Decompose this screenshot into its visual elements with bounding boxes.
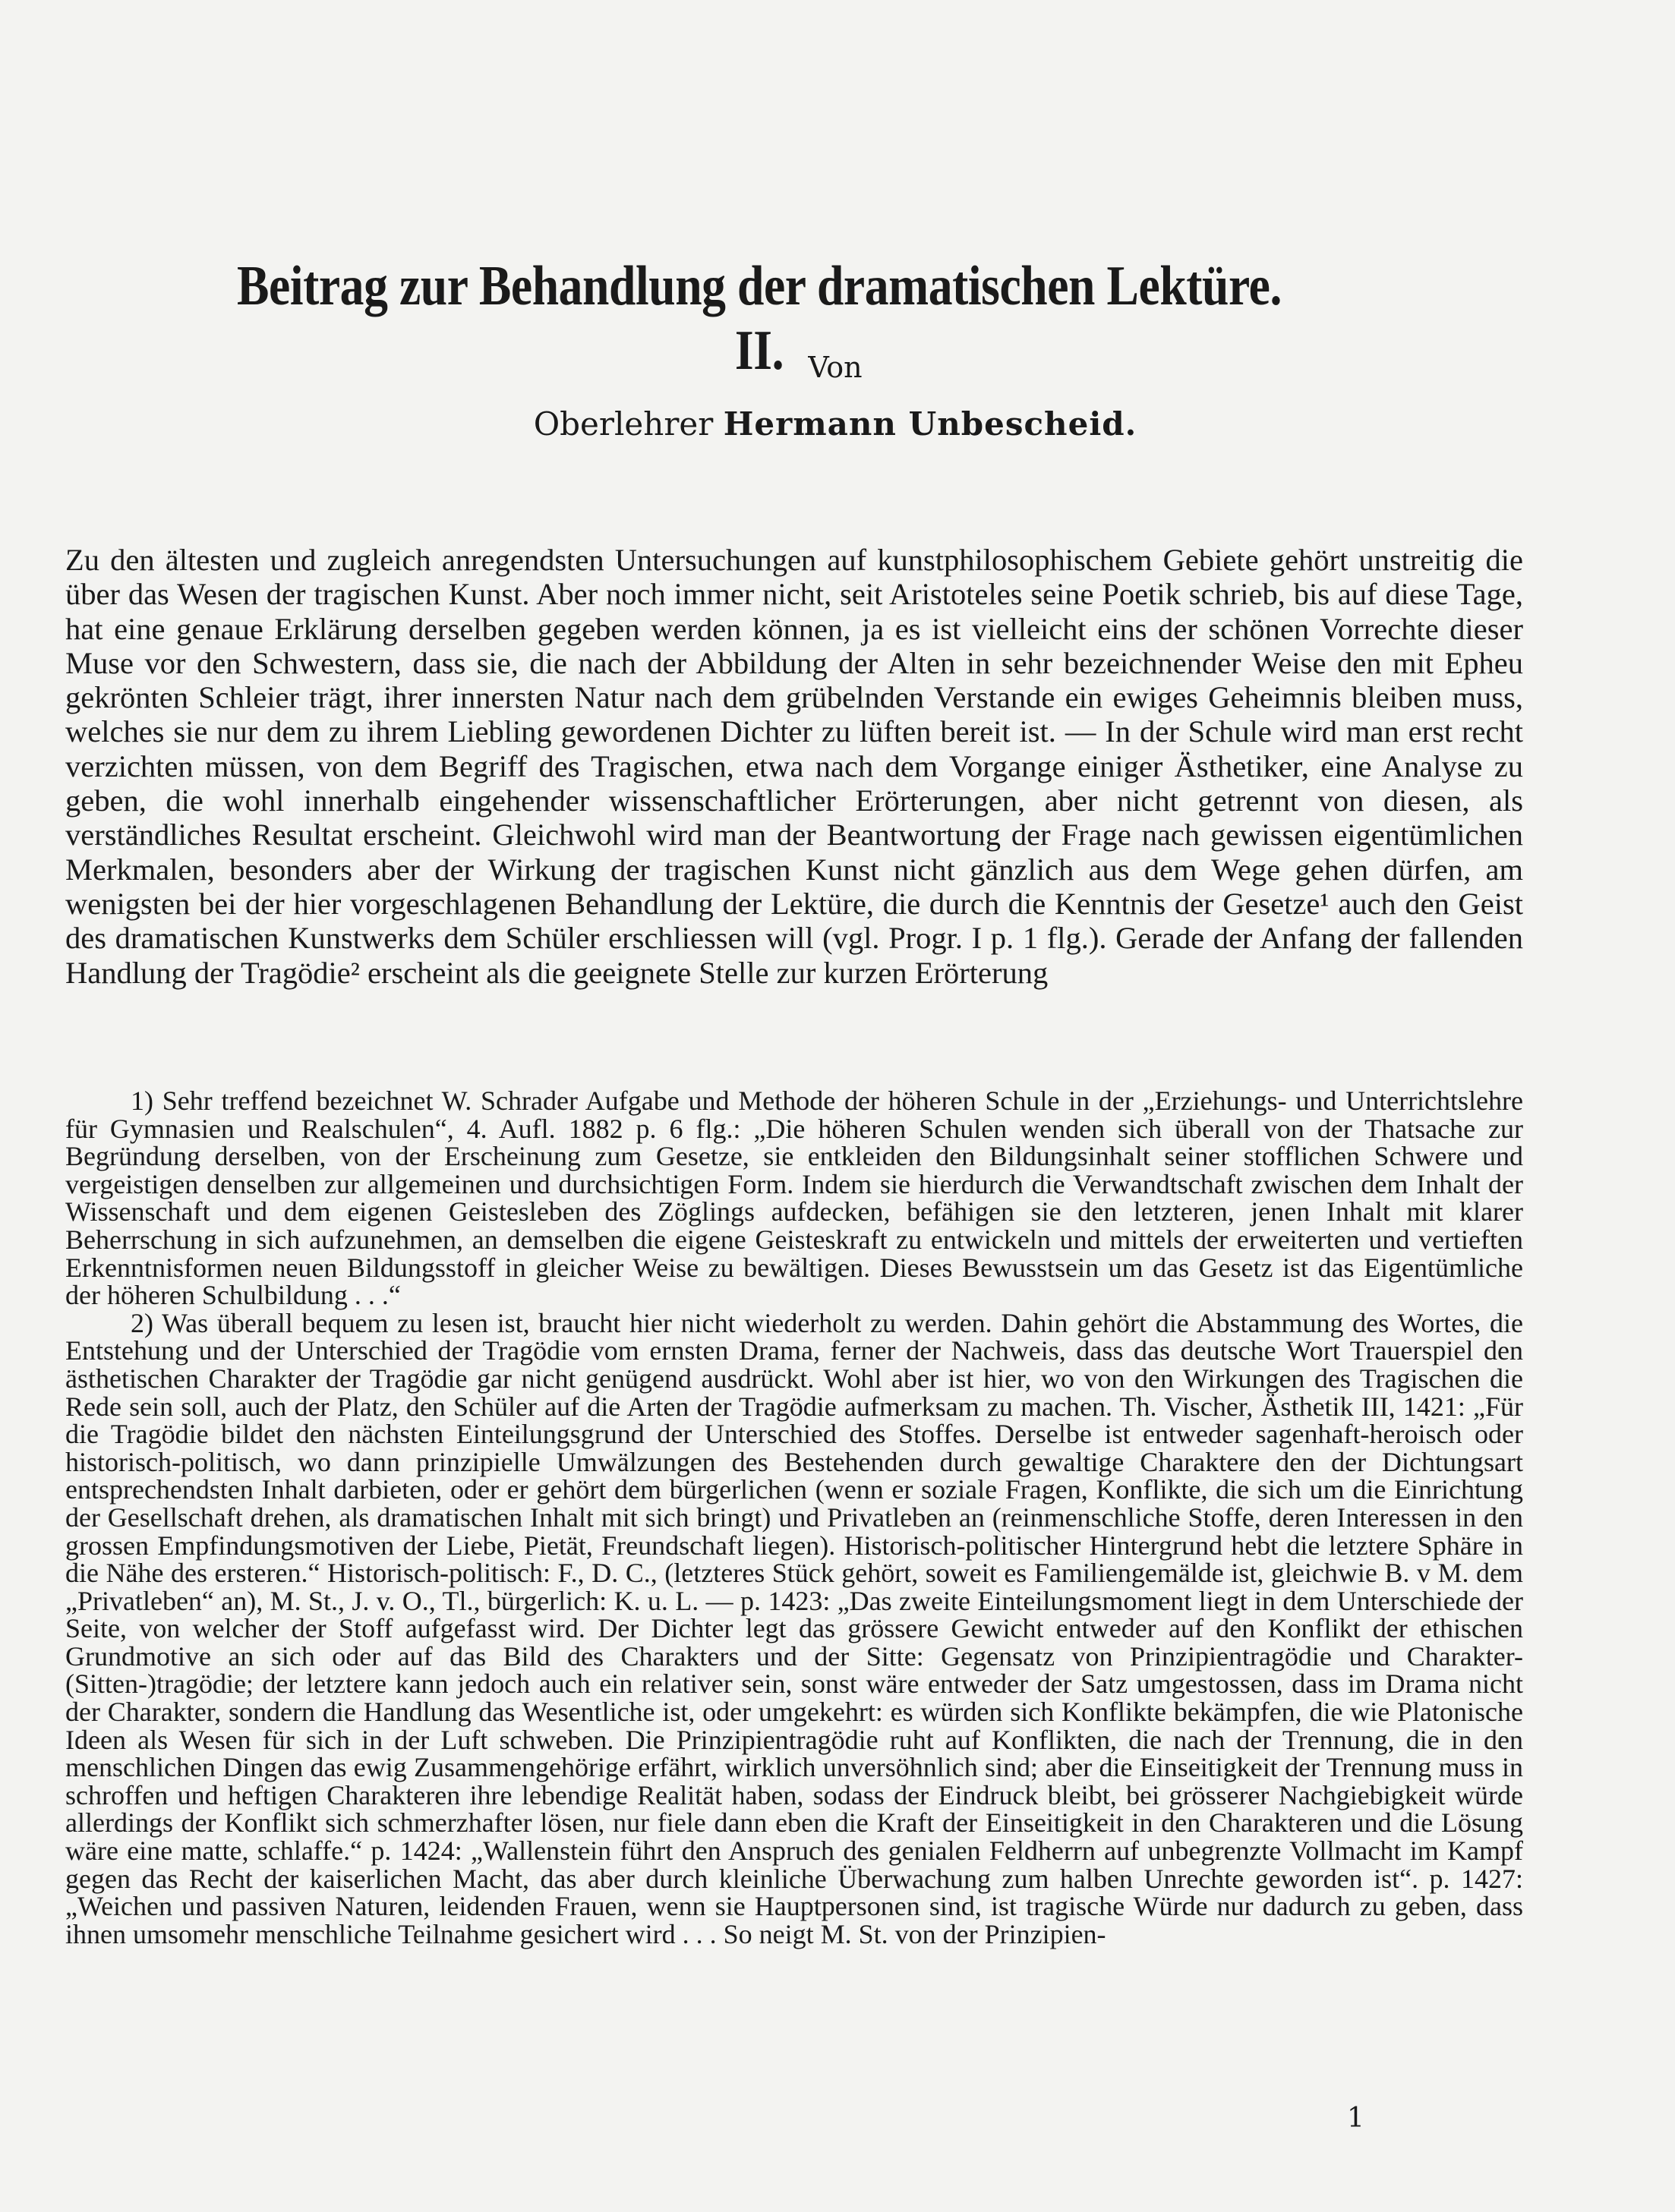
page-number: 1	[1347, 2103, 1364, 2134]
byline-von: Von	[808, 351, 863, 384]
author-name: Hermann Unbescheid.	[723, 405, 1137, 443]
author-prefix: Oberlehrer	[533, 405, 714, 443]
page-title: Beitrag zur Behandlung der dramatischen Lektüre. II.	[237, 255, 1282, 382]
byline-author	[380, 405, 1291, 443]
footnote-2: 2) Was überall bequem zu lesen ist, braucht hier nicht wiederholt zu werden. Dahin gehört die Abstammung des Wortes, die Entstehung und der Unterschied der Tragödie vom ernsten Drama, ferner der Nachweis, dass das deutsche Wort Trauerspiel den ästhetischen Charakter der Tragödie gar nicht genügend ausdrückt. Wohl aber ist hier, wo von den Wirkungen des Tragischen die Rede sein soll, auch der Platz, den Schüler auf die Arten der Tragödie aufmerksam zu machen. Th. Vischer, Ästhetik III, 1421: „Für die Tragödie bildet den nächsten Einteilungsgrund der Unterschied des Stoffes. Derselbe ist entweder sagenhaft-heroisch oder historisch-politisch, wo dann prinzipielle Umwälzungen des Bestehenden durch gewaltige Charaktere den der Dichtungsart entsprechendsten Inhalt darbieten, oder er gehört dem bürgerlichen (wenn er soziale Fragen, Konflikte, die sich um die Einrichtung der Gesellschaft drehen, als dramatischen Inhalt mit sich bringt) und Privatleben an (reinmenschliche Stoffe, deren Interessen in den grossen Empfindungsmotiven der Liebe, Pietät, Freundschaft liegen). Historisch-politischer Hintergrund hebt die letztere Sphäre in die Nähe des ersteren.“ Historisch-politisch: F., D. C., (letzteres Stück gehört, soweit es Familiengemälde ist, gleichwie B. v M. dem „Privatleben“ an), M. St., J. v. O., Tl., bürgerlich: K. u. L. — p. 1423: „Das zweite Einteilungsmoment liegt in dem Unterschiede der Seite, von welcher der Stoff aufgefasst wird. Der Dichter legt das grössere Gewicht entweder auf den Konflikt der ethischen Grundmotive an sich oder auf das Bild des Charakters und der Sitte: Gegensatz von Prinzipientragödie und Charakter-(Sitten-)tragödie; der letztere kann jedoch auch ein relativer sein, sonst wäre entweder der Satz umgestossen, dass im Drama nicht der Charakter, sondern die Handlung das Wesentliche ist, oder umgekehrt: es würden sich Konflikte bekämpfen, die wie Platonische Ideen als Wesen für sich in der Luft schweben. Die Prinzipientragödie ruht auf Konflikten, die nach der Trennung, die in den menschlichen Dingen das ewig Zusammengehörige erfährt, wirklich unversöhnlich sind; aber die Einseitigkeit der Trennung muss in schroffen und heftigen Charakteren ihre lebendige Realität haben, sodass der Eindruck bleibt, bei grösserer Nachgiebigkeit würde allerdings der Konflikt sich schmerzhafter lösen, nur fiele dann eben die Kraft der Einseitigkeit in den Charakteren und die Lösung wäre eine matte, schlaffe.“ p. 1424: „Wallenstein führt den Anspruch des genialen Feldherrn auf unbegrenzte Vollmacht im Kampf gegen das Recht der kaiserlichen Macht, das aber durch kleinliche Überwachung zum halben Unrechte geworden ist“. p. 1427: „Weichen und passiven Naturen, leidenden Frauen, wenn sie Hauptpersonen sind, ist tragische Würde nur dadurch zu geben, dass ihnen umsomehr menschliche Teilnahme gesichert wird . . . So neigt M. St. von der Prinzipien-	[65, 1307, 1523, 1949]
footnote-1: 1) Sehr treffend bezeichnet W. Schrader Aufgabe und Methode der höheren Schule in der „Erziehungs- und Unterrichtslehre für Gymnasien und Realschulen“, 4. Aufl. 1882 p. 6 flg.: „Die höheren Schulen wenden sich überall von der Thatsache zur Begründung derselben, von der Erscheinung zum Gesetze, sie entkleiden den Bildungsinhalt seiner stofflichen Schwere und vergeistigen denselben zur allgemeinen und durchsichtigen Form. Indem sie hierdurch die Verwandtschaft zwischen dem Inhalt der Wissenschaft und dem eigenen Geistesleben des Zöglings aufdecken, befähigen sie den letzteren, jenen Inhalt mit klarer Beherrschung in sich aufzunehmen, an demselben die eigene Geisteskraft zu entwickeln und mittels der erweiterten und vertieften Erkenntnisformen neuen Bildungsstoff in gleicher Weise zu bewältigen. Dieses Bewusstsein um das Gesetz ist das Eigentümliche der höheren Schulbildung . . .“	[65, 1086, 1523, 1311]
footnotes	[65, 1087, 1523, 1948]
body-paragraph: Zu den ältesten und zugleich anregendsten Untersuchungen auf kunstphilosophischem Gebiete gehört unstreitig die über das Wesen der tragischen Kunst. Aber noch immer nicht, seit Aristoteles seine Poetik schrieb, bis auf diese Tage, hat eine genaue Erklärung derselben gegeben werden können, ja es ist vielleicht eins der schönen Vorrechte dieser Muse vor den Schwestern, dass sie, die nach der Abbildung der Alten in sehr bezeichnender Weise den mit Epheu gekrönten Schleier trägt, ihrer innersten Natur nach dem grübelnden Verstande ein ewiges Geheimnis bleiben muss, welches sie nur dem zu ihrem Liebling gewordenen Dichter zu lüften bereit ist. — In der Schule wird man erst recht verzichten müssen, von dem Begriff des Tragischen, etwa nach dem Vorgange einiger Ästhetiker, eine Analyse zu geben, die wohl innerhalb eingehender wissenschaftlicher Erörterungen, aber nicht getrennt von diesen, als verständliches Resultat erscheint. Gleichwohl wird man der Beantwortung der Frage nach gewissen eigentümlichen Merkmalen, besonders aber der Wirkung der tragischen Kunst nicht gänzlich aus dem Wege gehen dürfen, am wenigsten bei der hier vorgeschlagenen Behandlung der Lektüre, die durch die Kenntnis der Gesetze¹ auch den Geist des dramatischen Kunstwerks dem Schüler erschliessen will (vgl. Progr. I p. 1 flg.). Gerade der Anfang der fallenden Handlung der Tragödie² erscheint als die geeignete Stelle zur kurzen Erörterung	[65, 543, 1523, 990]
